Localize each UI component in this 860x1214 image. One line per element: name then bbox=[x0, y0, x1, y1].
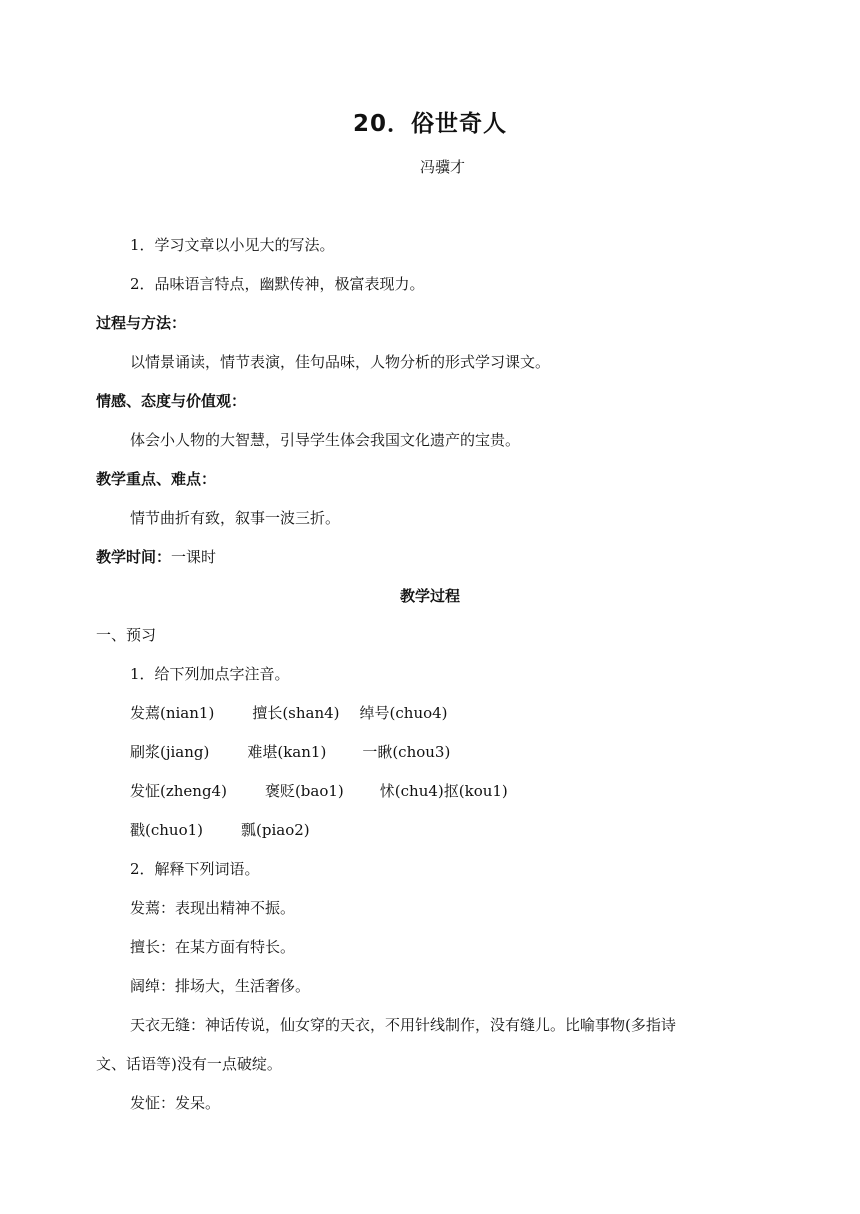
task2: 2．解释下列词语。 bbox=[130, 860, 260, 878]
definition: 擅长：在某方面有特长。 bbox=[130, 938, 296, 956]
pinyin-item: 发蔫(nian1) bbox=[130, 704, 215, 722]
task1: 1．给下列加点字注音。 bbox=[130, 665, 290, 683]
process-method-heading: 过程与方法： bbox=[96, 314, 187, 332]
definition: 发怔：发呆。 bbox=[130, 1094, 221, 1112]
pinyin-row bbox=[130, 703, 448, 723]
pinyin-item: 刷浆(jiang) bbox=[130, 743, 210, 761]
pinyin-row bbox=[130, 781, 508, 801]
pinyin-item: 一瞅(chou3) bbox=[362, 743, 451, 761]
section-title: 教学过程 bbox=[399, 587, 460, 605]
document-title: 20．俗世奇人 bbox=[352, 111, 507, 137]
teaching-time bbox=[96, 547, 216, 567]
pinyin-item: 难堪(kan1) bbox=[247, 743, 327, 761]
teaching-time-value: 一课时 bbox=[171, 548, 217, 566]
definition: 发蔫：表现出精神不振。 bbox=[130, 899, 296, 917]
definition: 天衣无缝：神话传说，仙女穿的天衣，不用针线制作，没有缝儿。比喻事物(多指诗 bbox=[130, 1016, 676, 1034]
pinyin-row bbox=[130, 820, 310, 840]
pinyin-item: 戳(chuo1) bbox=[130, 821, 204, 839]
pinyin-item: 褒贬(bao1) bbox=[264, 782, 344, 800]
pinyin-row bbox=[130, 742, 450, 762]
emotion-heading: 情感、态度与价值观： bbox=[96, 392, 247, 410]
objective-1: 1．学习文章以小见大的写法。 bbox=[130, 236, 335, 254]
pinyin-item: 擅长(shan4) bbox=[252, 704, 340, 722]
key-points-text: 情节曲折有致，叙事一波三折。 bbox=[130, 509, 341, 527]
emotion-text: 体会小人物的大智慧，引导学生体会我国文化遗产的宝贵。 bbox=[130, 431, 521, 449]
part1-heading: 一、预习 bbox=[96, 626, 157, 644]
objective-2: 2．品味语言特点，幽默传神，极富表现力。 bbox=[130, 275, 425, 293]
definition: 阔绰：排场大，生活奢侈。 bbox=[130, 977, 311, 995]
pinyin-item: 发怔(zheng4) bbox=[130, 782, 227, 800]
process-method-text: 以情景诵读，情节表演，佳句品味，人物分析的形式学习课文。 bbox=[130, 353, 551, 371]
pinyin-item: 瓢(piao2) bbox=[241, 821, 310, 839]
definition-continuation: 文、话语等)没有一点破绽。 bbox=[96, 1055, 282, 1073]
pinyin-item: 怵(chu4)抠(kou1) bbox=[379, 782, 508, 800]
teaching-time-heading: 教学时间： bbox=[96, 548, 172, 566]
pinyin-item: 绰号(chuo4) bbox=[359, 704, 448, 722]
key-points-heading: 教学重点、难点： bbox=[96, 470, 217, 488]
author: 冯骥才 bbox=[420, 158, 466, 176]
